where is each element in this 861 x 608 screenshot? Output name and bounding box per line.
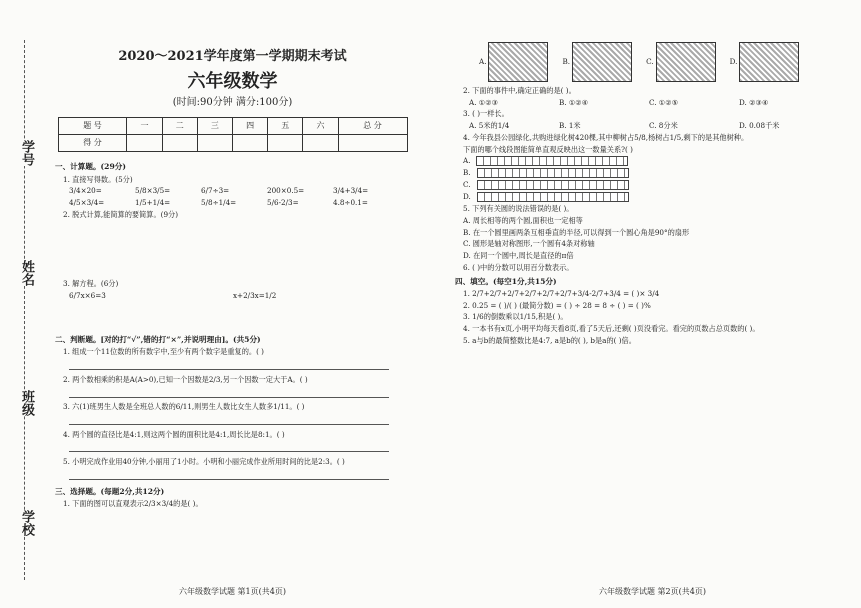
calc-item: 3/4+3/4=	[333, 186, 369, 196]
question-text: 3. ( )一样长。	[463, 109, 509, 119]
bar-figure	[476, 156, 628, 166]
table-cell: 总 分	[338, 118, 407, 135]
option-figure[interactable]	[479, 42, 548, 82]
question-text: 2. 脱式计算,能简算的要简算。(9分)	[63, 209, 179, 219]
section-heading: 一、计算题。(29分)	[55, 162, 126, 172]
question-text: D. 在同一个圆中,周长是直径的π倍	[463, 251, 574, 261]
bar-option[interactable]	[463, 156, 850, 166]
page-footer: 六年级数学试题 第1页(共4页)	[179, 587, 286, 597]
bar-figure	[477, 168, 629, 178]
answer-option[interactable]: C. ①②⑤	[649, 97, 679, 107]
score-cell[interactable]	[127, 135, 162, 152]
class-label: 班级	[12, 390, 36, 416]
question-text: 5. 小明完成作业用40分钟,小丽用了1小时。小明和小丽完成作业所用时间的比是2:3。( )	[63, 457, 345, 467]
table-cell: 一	[127, 118, 162, 135]
question-text: 3. 1/6的倒数乘以1/15,积是( )。	[463, 312, 568, 322]
calc-item: 4/5×3/4=	[69, 198, 105, 208]
calc-row	[69, 186, 410, 196]
binding-line	[24, 40, 25, 580]
calc-row	[69, 198, 410, 208]
calc-item: 5/8×3/5=	[135, 186, 171, 196]
table-cell: 五	[268, 118, 303, 135]
table-cell: 三	[197, 118, 232, 135]
question-text: 4. 一本书有x页,小明平均每天看8页,看了5天后,还剩( )页没看完。看完的页数占总页数的( )。	[463, 324, 760, 334]
option-figure[interactable]	[730, 42, 800, 82]
question-text: 1. 组成一个11位数的所有数字中,至少有两个数字是重复的。( )	[63, 347, 264, 357]
option-letter: A.	[463, 156, 471, 166]
binding-margin	[10, 40, 40, 580]
answer-options	[469, 121, 850, 131]
question-text: 1. 直接写得数。(5分)	[63, 174, 133, 184]
student-number-label: 学号	[12, 140, 36, 166]
calc-item: x+2/3x=1/2	[233, 291, 277, 301]
table-cell: 六	[303, 118, 338, 135]
answer-options	[469, 98, 850, 108]
table-cell: 二	[162, 118, 197, 135]
answer-option[interactable]: B. 1米	[559, 121, 581, 131]
question-text: 3. 六(1)班男生人数是全班总人数的6/11,则男生人数比女生人数多1/11。( )	[63, 402, 305, 412]
question-text: 6. ( )中的分数可以用百分数表示。	[463, 262, 574, 272]
answer-line[interactable]	[69, 414, 389, 425]
answer-option[interactable]: D. ②③④	[739, 97, 769, 107]
calc-item: 3/4×20=	[69, 186, 102, 196]
calc-row	[69, 291, 410, 331]
score-table-header-row	[58, 118, 407, 135]
option-figures	[479, 42, 850, 82]
question-text: A. 周长相等的两个圆,面积也一定相等	[463, 216, 583, 226]
question-text: 3. 解方程。(6分)	[63, 279, 119, 289]
question-text: 4. 两个圆的直径比是4:1,则这两个圆的面积比是4:1,周长比是8:1。( )	[63, 429, 285, 439]
answer-option[interactable]: D. 0.08千米	[739, 121, 780, 131]
score-cell[interactable]	[268, 135, 303, 152]
answer-option[interactable]: A. ①②③	[469, 97, 499, 107]
question-text: 5. 下列有关圆的说法错误的是( )。	[463, 204, 574, 214]
question-text: 下面的哪个线段图能简单直观反映出这一数量关系?( )	[463, 144, 633, 154]
calc-item	[69, 221, 169, 277]
table-cell: 得 分	[58, 135, 127, 152]
answer-line[interactable]	[69, 387, 389, 398]
bar-option[interactable]	[463, 180, 850, 190]
score-table-score-row	[58, 135, 407, 152]
question-text: 4. 今年我县公园绿化,共购进绿化树420棵,其中柳树占5/8,杨树占1/5,剩下的是其他树种。	[463, 132, 749, 142]
question-text: C. 圆形是轴对称图形,一个圆有4条对称轴	[463, 239, 595, 249]
calc-item: 1/5+1/4=	[135, 198, 171, 208]
answer-option[interactable]: B. ①②④	[559, 97, 589, 107]
question-text: 1. 2/7+2/7+2/7+2/7+2/7+2/7+3/4-2/7+3/4 = ( )× 3/4	[463, 288, 660, 298]
option-figure[interactable]	[646, 42, 716, 82]
bar-option[interactable]	[463, 192, 850, 202]
exam-subject: 六年级数学	[187, 70, 278, 92]
school-label: 学校	[12, 510, 36, 536]
score-cell[interactable]	[338, 135, 407, 152]
answer-option[interactable]: A. 5米的1/4	[469, 121, 510, 131]
bar-figure	[477, 180, 629, 190]
grid-figure	[488, 42, 548, 82]
option-letter: B.	[463, 168, 471, 178]
calc-row	[69, 221, 410, 277]
page-footer: 六年级数学试题 第2页(共4页)	[599, 587, 706, 597]
calc-item: 6/7x×6=3	[69, 291, 106, 301]
answer-line[interactable]	[69, 441, 389, 452]
option-letter: D.	[729, 57, 738, 67]
answer-line[interactable]	[69, 469, 389, 480]
calc-item	[183, 221, 283, 277]
bar-figure	[477, 192, 629, 202]
question-text: 2. 下面的事件中,确定正确的是( )。	[463, 86, 576, 95]
calc-item: 200×0.5=	[267, 186, 305, 196]
page-2	[455, 40, 850, 600]
answer-option[interactable]: C. 8分米	[649, 121, 678, 131]
calc-item: 4.8÷0.1=	[333, 198, 368, 208]
bar-option[interactable]	[463, 168, 850, 178]
option-letter: C.	[646, 57, 654, 67]
page-1	[55, 40, 410, 600]
calc-item: 6/7÷3=	[201, 186, 230, 196]
name-label: 姓名	[12, 260, 36, 286]
score-cell[interactable]	[197, 135, 232, 152]
exam-time-info: (时间:90分钟 满分:100分)	[172, 96, 293, 108]
score-cell[interactable]	[232, 135, 267, 152]
answer-line[interactable]	[69, 359, 389, 370]
score-cell[interactable]	[303, 135, 338, 152]
question-text: 1. 下面的图可以直观表示2/3×3/4的是( )。	[63, 498, 203, 508]
exam-title: 2020～2021学年度第一学期期末考试	[118, 49, 347, 64]
section-heading: 二、判断题。[对的打“√”,错的打“×”,并说明理由]。(共5分)	[55, 335, 261, 345]
table-cell: 四	[232, 118, 267, 135]
calc-item	[297, 221, 397, 277]
grid-figure	[656, 42, 716, 82]
grid-figure	[572, 42, 632, 82]
option-letter: A.	[479, 57, 487, 67]
option-figure[interactable]	[562, 42, 632, 82]
score-cell[interactable]	[162, 135, 197, 152]
option-letter: D.	[463, 192, 471, 202]
grid-figure	[739, 42, 799, 82]
calc-item: 5/6-2/3=	[267, 198, 299, 208]
question-text: 5. a与b的最简整数比是4:7, a是b的( ), b是a的( )倍。	[463, 335, 636, 345]
table-cell: 题 号	[58, 118, 127, 135]
question-text: 2. 两个数相乘的积是A(A>0),已知一个因数是2/3,另一个因数一定大于A。( )	[63, 374, 308, 384]
section-heading: 三、选择题。(每题2分,共12分)	[55, 486, 165, 496]
question-text: 2. 0.25 = ( )/( ) (最简分数) = ( ) ÷ 28 = 8 ÷ ( ) = ( )%	[463, 300, 651, 310]
option-letter: B.	[562, 57, 571, 67]
option-letter: C.	[463, 180, 471, 190]
question-text: B. 在一个圆里画两条互相垂直的半径,可以得到一个圆心角是90°的扇形	[463, 227, 690, 237]
section-heading: 四、填空。(每空1分,共15分)	[455, 276, 557, 286]
calc-item: 5/8÷1/4=	[201, 198, 237, 208]
score-table	[58, 117, 408, 152]
